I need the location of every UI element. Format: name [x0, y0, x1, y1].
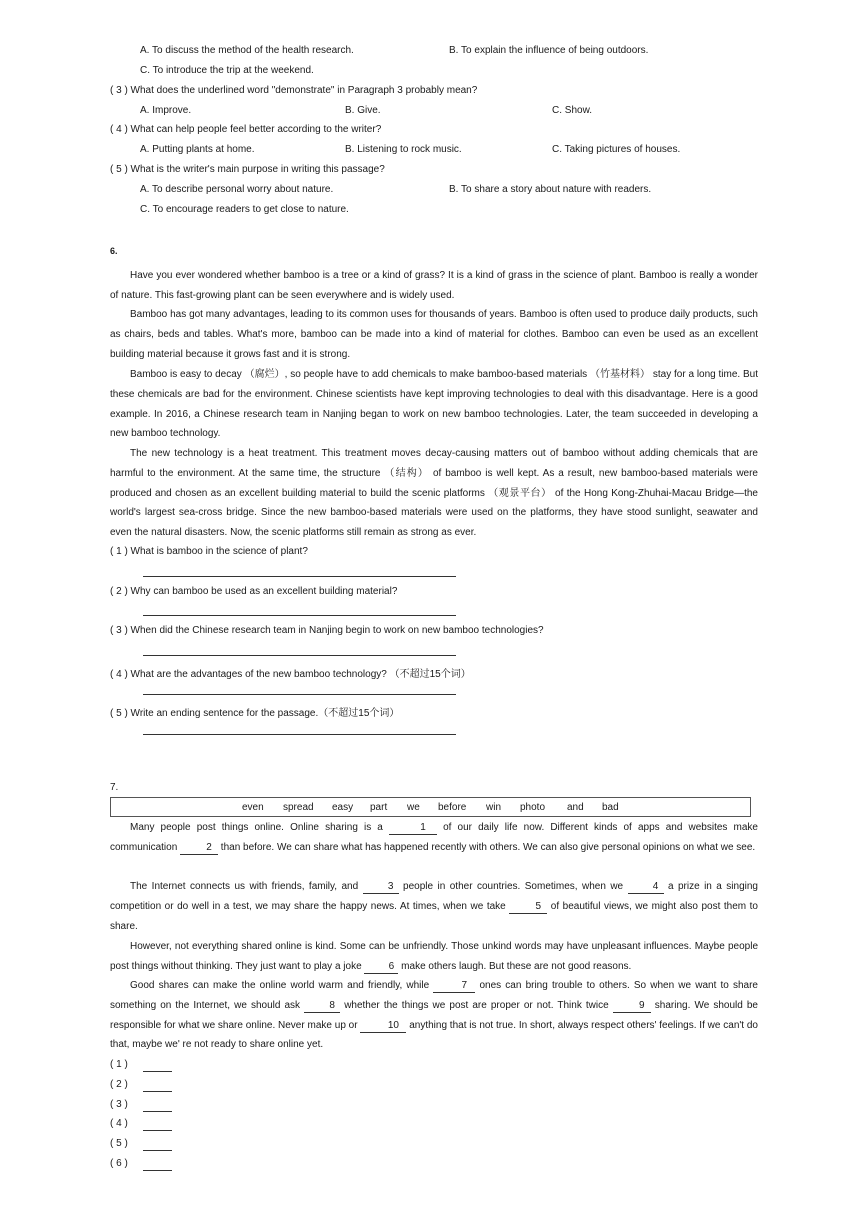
- answer-line-6-2[interactable]: [143, 615, 456, 616]
- answer-line-7-6[interactable]: [143, 1170, 172, 1171]
- question-6-3: ( 3 ) When did the Chinese research team in Nanjing begin to work on new bamboo technologies?: [110, 625, 544, 636]
- option-q5-b: B. To share a story about nature with readers.: [449, 184, 652, 195]
- option-q5-a: A. To describe personal worry about nature.: [140, 184, 334, 195]
- answer-line-7-5[interactable]: [143, 1150, 172, 1151]
- blank-8[interactable]: 8: [304, 1000, 340, 1013]
- option-q2-a: A. To discuss the method of the health research.: [140, 45, 354, 56]
- option-q4-a: A. Putting plants at home.: [140, 144, 255, 155]
- section-7-number: 7.: [110, 782, 119, 793]
- word-even: even: [242, 802, 264, 813]
- answer-line-7-3[interactable]: [143, 1111, 172, 1112]
- passage-6-paragraph-3: Bamboo is easy to decay （腐烂）, so people have to add chemicals to make bamboo-based materials （竹基材料） stay for a long time. But these chemicals are bad for the environment. Chinese scientists have kept improving technologies to deal with this disadvantage. Here is a good example. In 2016, a Chinese research team in Nanjing began to work on new bamboo technologies. Later, the team succeeded in developing a new bamboo technology.: [110, 369, 758, 440]
- answer-line-6-4[interactable]: [143, 694, 456, 695]
- answer-label-3: ( 3 ): [110, 1099, 128, 1110]
- answer-line-6-3[interactable]: [143, 655, 456, 656]
- word-we: we: [407, 802, 420, 813]
- option-q4-c: C. Taking pictures of houses.: [552, 144, 681, 155]
- question-6-1: ( 1 ) What is bamboo in the science of plant?: [110, 546, 308, 557]
- word-and: and: [567, 802, 584, 813]
- question-5: ( 5 ) What is the writer's main purpose in writing this passage?: [110, 164, 385, 175]
- option-q2-b: B. To explain the influence of being outdoors.: [449, 45, 649, 56]
- word-easy: easy: [332, 802, 354, 813]
- answer-label-1: ( 1 ): [110, 1059, 128, 1070]
- word-bad: bad: [602, 802, 619, 813]
- question-3: ( 3 ) What does the underlined word "demonstrate" in Paragraph 3 probably mean?: [110, 85, 478, 96]
- word-spread: spread: [283, 802, 314, 813]
- question-6-4: ( 4 ) What are the advantages of the new bamboo technology? （不超过15个词）: [110, 669, 471, 680]
- question-4: ( 4 ) What can help people feel better according to the writer?: [110, 124, 382, 135]
- option-q3-b: B. Give.: [345, 105, 381, 116]
- blank-5[interactable]: 5: [509, 901, 547, 914]
- question-6-5: ( 5 ) Write an ending sentence for the passage.（不超过15个词）: [110, 708, 400, 719]
- answer-line-7-4[interactable]: [143, 1130, 172, 1131]
- option-q2-c: C. To introduce the trip at the weekend.: [140, 65, 314, 76]
- blank-1[interactable]: 1: [389, 822, 437, 835]
- blank-4[interactable]: 4: [628, 881, 664, 894]
- word-part: part: [370, 802, 388, 813]
- answer-label-4: ( 4 ): [110, 1118, 128, 1129]
- passage-6-paragraph-2: Bamboo has got many advantages, leading to its common uses for thousands of years. Bamboo is often used to produce daily products, such as chairs, beds and tables. What's more, bamboo can be made into a kind of material for clothes. Bamboo can even be used as an excellent building material because it grows fast and it is strong.: [110, 309, 758, 360]
- passage-7-paragraph-4: Good shares can make the online world warm and friendly, while 7 ones can bring trouble to others. So when we want to share something on the Internet, we should ask 8 whether the things we post are proper or not. Think twice 9 sharing. We should be responsible for what we share online. Never make up or 10 anything that is not true. In short, always respect others' feelings. If we can't do that, maybe we' re not ready to share online yet.: [110, 980, 758, 1051]
- passage-7-paragraph-2: The Internet connects us with friends, family, and 3 people in other countries. Sometimes, when we 4 a prize in a singing competition or do well in a test, we may share the happy news. At times, when we take 5 of beautiful views, we might also post them to share.: [110, 881, 758, 932]
- passage-6-paragraph-1: Have you ever wondered whether bamboo is a tree or a kind of grass? It is a kind of grass in the science of plant. Bamboo is really a wonder of nature. This fast-growing plant can be seen everywhere and is widely used.: [110, 270, 758, 301]
- option-q3-c: C. Show.: [552, 105, 593, 116]
- blank-3[interactable]: 3: [363, 881, 399, 894]
- answer-line-6-5[interactable]: [143, 734, 456, 735]
- word-photo: photo: [520, 802, 546, 813]
- passage-6-paragraph-4: The new technology is a heat treatment. This treatment moves decay-causing matters out of bamboo without adding chemicals that are harmful to the environment. At the same time, the structure （结构） of bamboo is well kept. As a result, new bamboo-based materials were produced and chosen as an excellent building material to build the scenic platforms （观景平台） of the Hong Kong-Zhuhai-Macau Bridge—the world's largest sea-cross bridge. Since the new bamboo-based materials were used on the platforms, they have stood sunlight, seawater and even the natural disasters. Now, the scenic platforms still remain as strong as ever.: [110, 448, 758, 539]
- blank-6[interactable]: 6: [364, 961, 398, 974]
- option-q3-a: A. Improve.: [140, 105, 192, 116]
- word-win: win: [486, 802, 502, 813]
- answer-line-7-1[interactable]: [143, 1071, 172, 1072]
- option-q5-c: C. To encourage readers to get close to nature.: [140, 204, 349, 215]
- question-6-2: ( 2 ) Why can bamboo be used as an excellent building material?: [110, 586, 398, 597]
- answer-line-6-1[interactable]: [143, 576, 456, 577]
- answer-line-7-2[interactable]: [143, 1091, 172, 1092]
- blank-9[interactable]: 9: [613, 1000, 651, 1013]
- blank-10[interactable]: 10: [360, 1020, 406, 1033]
- word-before: before: [438, 802, 467, 813]
- option-q4-b: B. Listening to rock music.: [345, 144, 462, 155]
- answer-label-6: ( 6 ): [110, 1158, 128, 1169]
- passage-7-paragraph-3: However, not everything shared online is kind. Some can be unfriendly. Those unkind words may have unpleasant influences. Maybe people post things without thinking. They just want to play a joke 6 make others laugh. But these are not good reasons.: [110, 941, 758, 972]
- word-box: [110, 797, 751, 817]
- passage-7-paragraph-1: Many people post things online. Online sharing is a 1 of our daily life now. Different kinds of apps and websites make communication 2 than before. We can share what has happened recently with others. We can also give personal opinions on what we see.: [110, 822, 758, 853]
- blank-7[interactable]: 7: [433, 980, 475, 993]
- answer-label-5: ( 5 ): [110, 1138, 128, 1149]
- answer-label-2: ( 2 ): [110, 1079, 128, 1090]
- section-6-number: 6.: [110, 246, 118, 256]
- blank-2[interactable]: 2: [180, 842, 218, 855]
